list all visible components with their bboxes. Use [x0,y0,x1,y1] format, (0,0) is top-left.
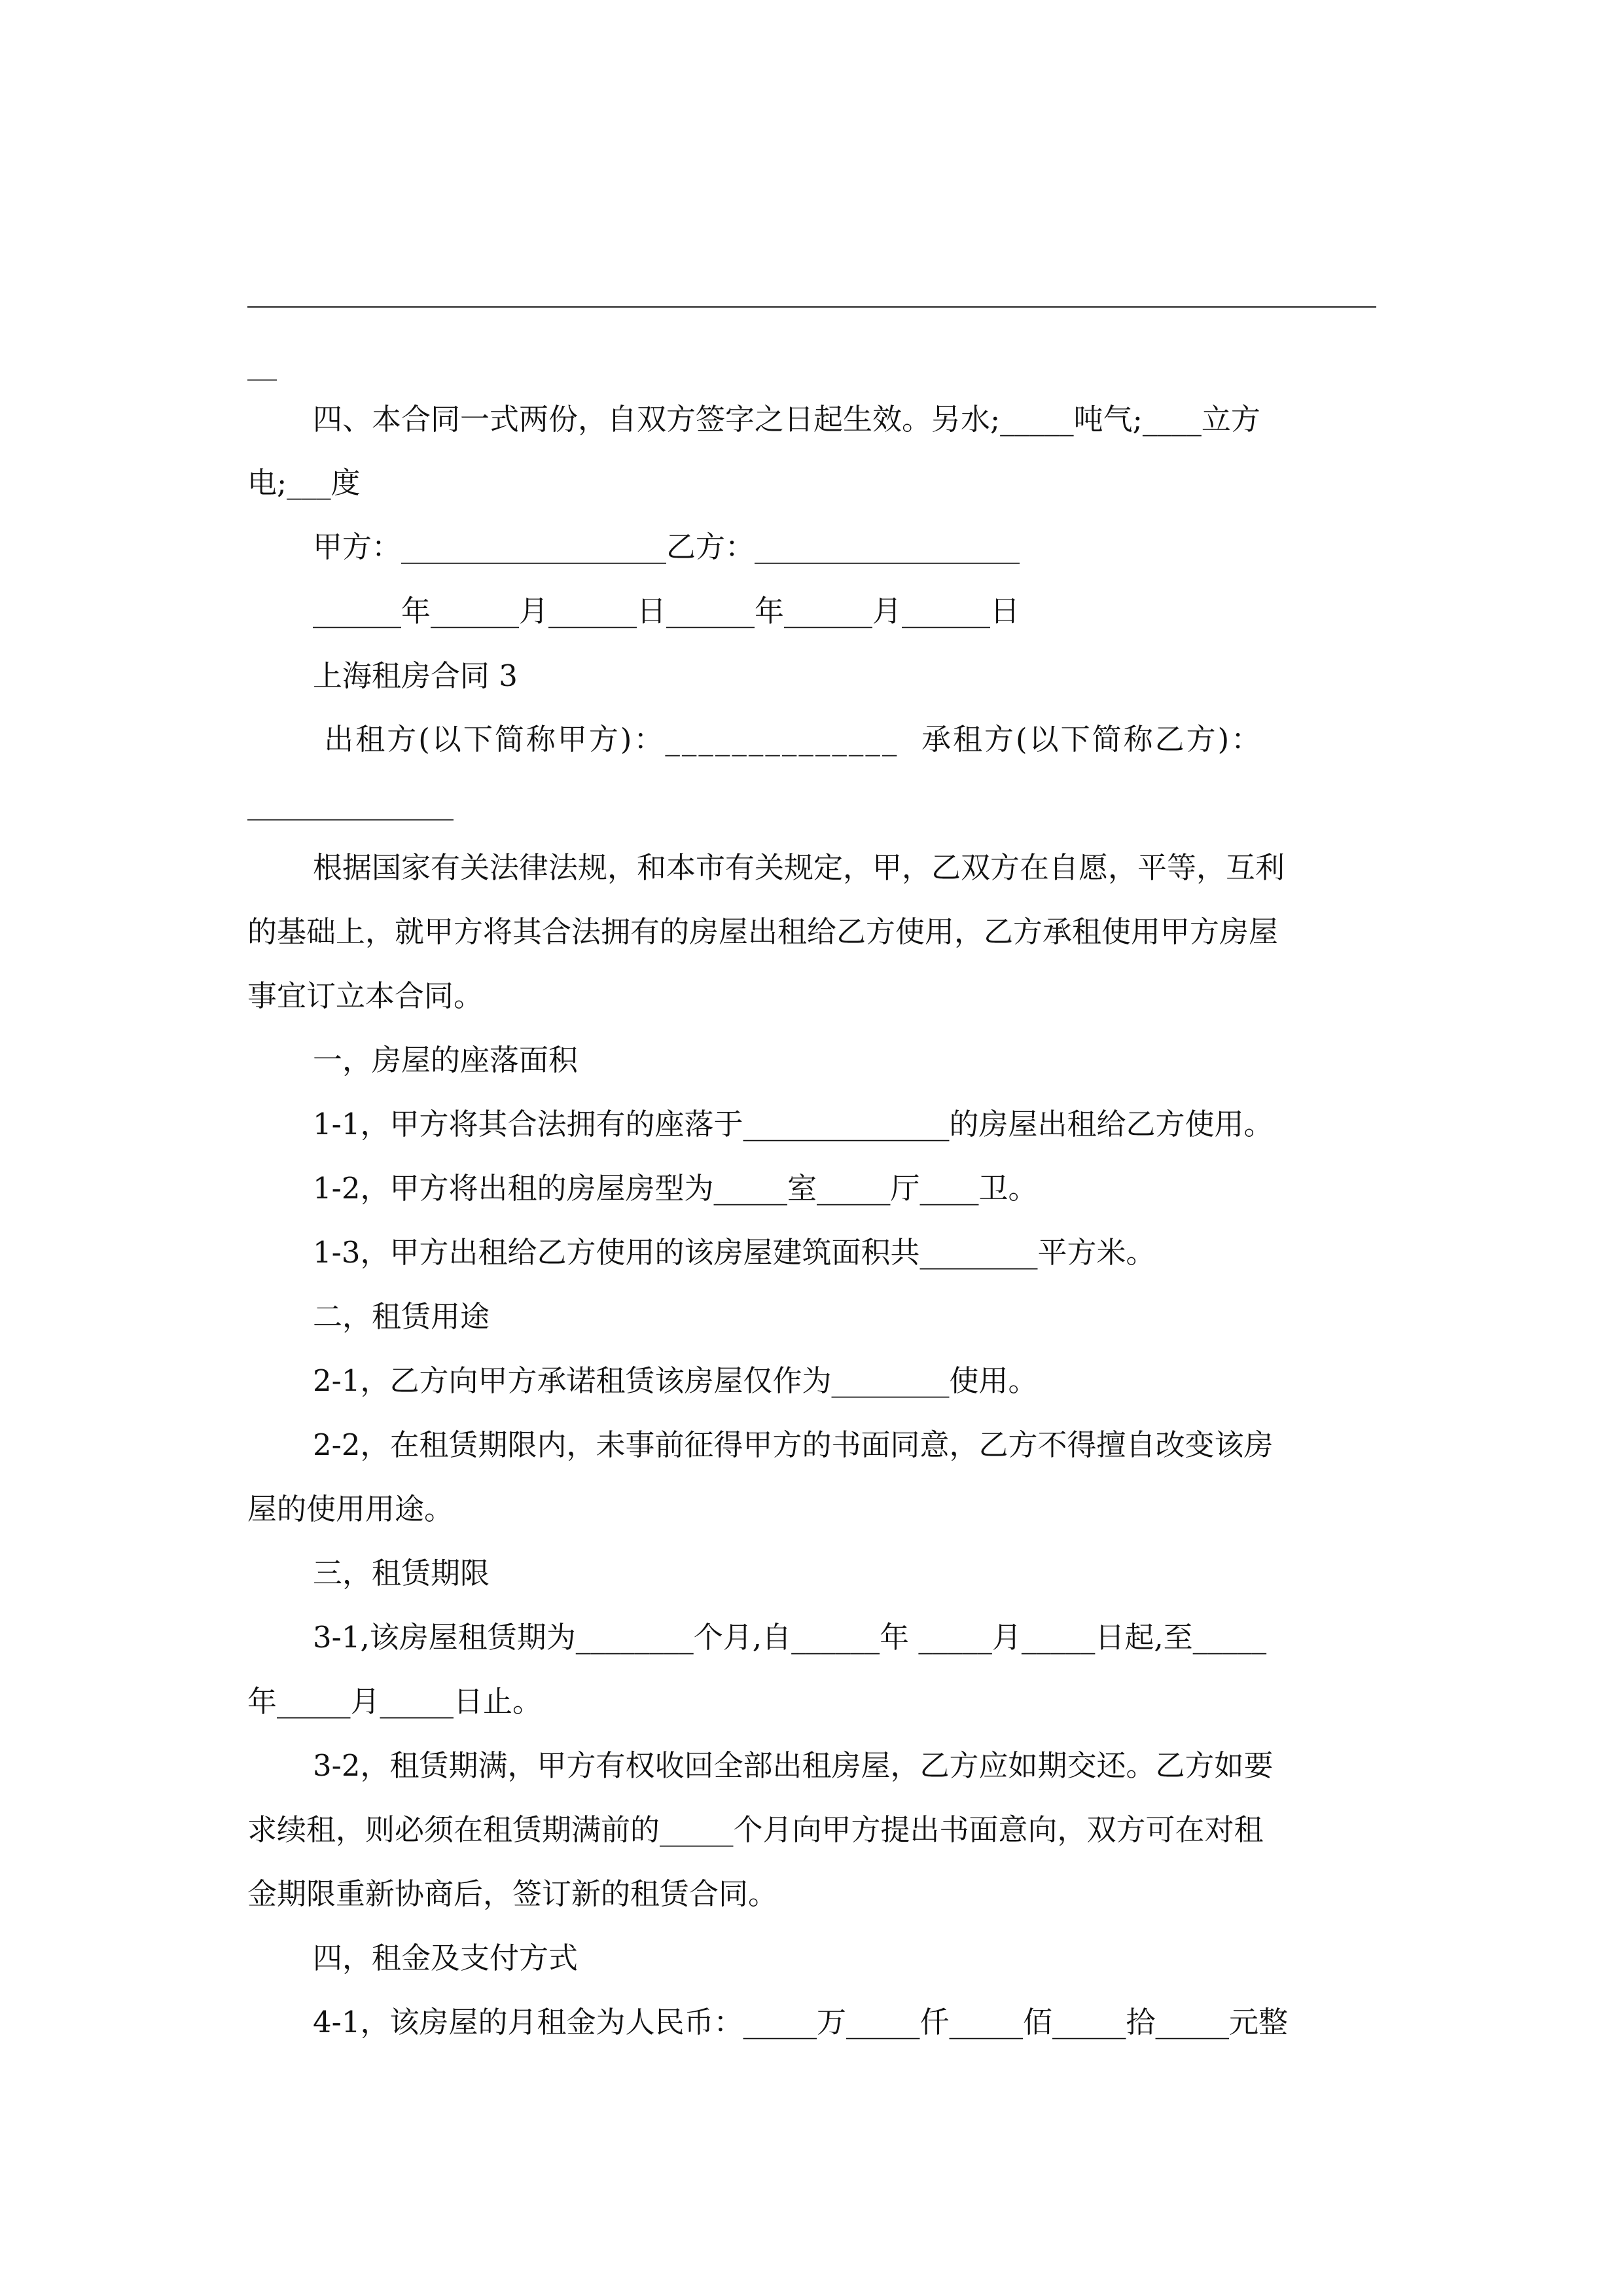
clause-3-2-line-3: 金期限重新协商后，签订新的租赁合同。 [247,1876,778,1911]
clause-2-1: 2-1，乙方向甲方承诺租赁该房屋仅作为________使用。 [313,1363,1038,1398]
clause-3-1-line-1: 3-1,该房屋租赁期为________个月,自______年 _____月_____日起,至_____ [313,1620,1267,1655]
continuation-underline: __ [247,346,277,381]
clause-4-effective: 四、本合同一式两份，自双方签字之日起生效。另水;_____吨气;____立方 [313,402,1260,437]
clause-1-3: 1-3，甲方出租给乙方使用的该房屋建筑面积共________平方米。 [313,1235,1156,1270]
clause-2-2-line-1: 2-2，在租赁期限内，未事前征得甲方的书面同意，乙方不得擅自改变该房 [313,1427,1274,1462]
section-2-heading: 二，租赁用途 [313,1299,490,1334]
top-divider [247,306,1376,308]
clause-3-1-line-2: 年_____月_____日止。 [247,1684,543,1719]
signature-dates: ______年______月______日______年______月______日 [313,594,1020,628]
contract-title: 上海租房合同 3 [313,658,518,693]
party-b-underline: ______________ [247,786,454,821]
section-3-heading: 三，租赁期限 [313,1556,490,1590]
parties-line: 出租方(以下简称甲方)：______________ 承租方(以下简称乙方)： [313,722,1263,757]
preamble-line-2: 的基础上，就甲方将其合法拥有的房屋出租给乙方使用，乙方承租使用甲方房屋 [247,914,1279,949]
clause-2-2-line-2: 屋的使用用途。 [247,1492,454,1526]
preamble-line-3: 事宜订立本合同。 [247,978,484,1013]
section-4-heading: 四，租金及支付方式 [313,1941,579,1975]
clause-1-1: 1-1，甲方将其合法拥有的座落于______________的房屋出租给乙方使用。 [313,1107,1274,1141]
preamble-line-1: 根据国家有关法律法规，和本市有关规定，甲，乙双方在自愿，平等，互利 [313,850,1285,885]
clause-3-2-line-1: 3-2，租赁期满，甲方有权收回全部出租房屋，乙方应如期交还。乙方如要 [313,1748,1274,1783]
clause-3-2-line-2: 求续租，则必须在租赁期满前的_____个月向甲方提出书面意向，双方可在对租 [247,1812,1264,1847]
clause-1-2: 1-2，甲方将出租的房屋房型为_____室_____厅____卫。 [313,1171,1038,1206]
clause-4-1: 4-1，该房屋的月租金为人民币：_____万_____仟_____佰_____拾_____元整 [313,2005,1288,2039]
signature-parties: 甲方：__________________乙方：__________________ [313,529,1020,564]
clause-4-electric: 电;___度 [247,465,361,500]
section-1-heading: 一，房屋的座落面积 [313,1043,579,1077]
